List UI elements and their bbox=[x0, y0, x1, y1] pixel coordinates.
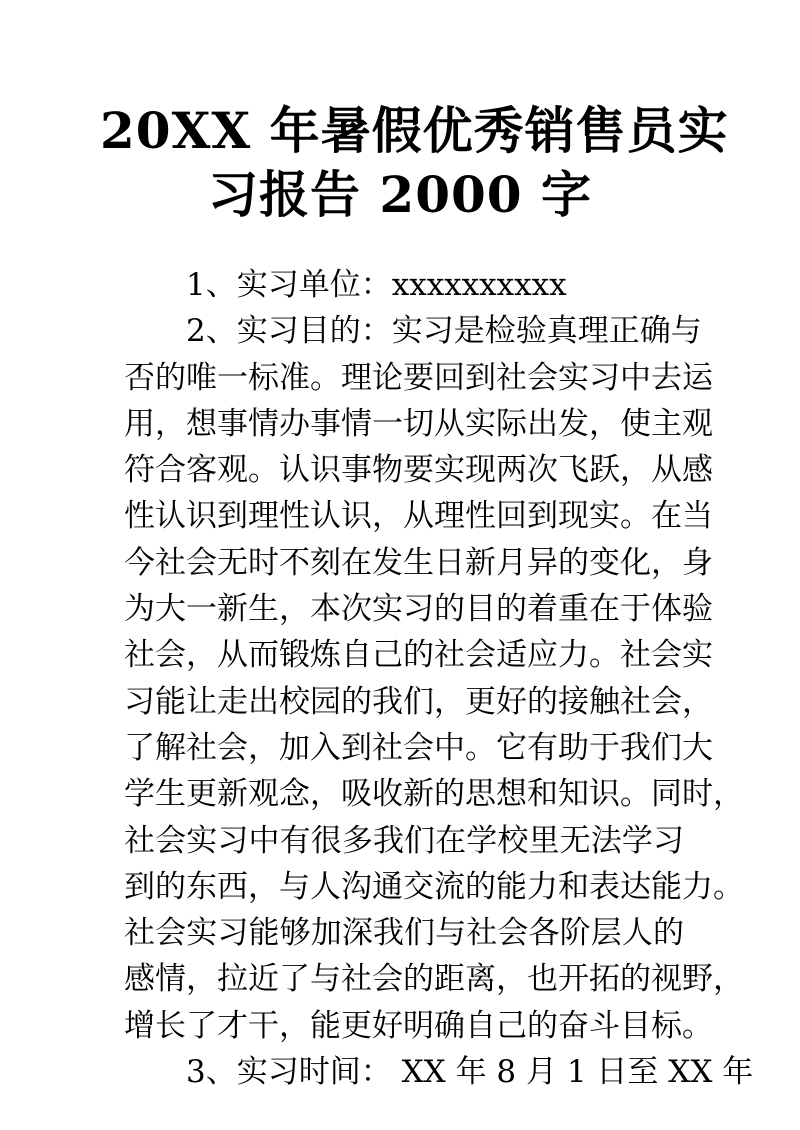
body-line-9: 社会，从而锻炼自己的社会适应力。社会实 bbox=[124, 637, 713, 674]
body-line-8: 为大一新生，本次实习的目的着重在于体验 bbox=[124, 591, 713, 628]
body-line-10: 习能让走出校园的我们，更好的接触社会， bbox=[124, 683, 713, 720]
body-line-3: 否的唯一标准。理论要回到社会实习中去运 bbox=[124, 359, 713, 396]
body-line-14: 到的东西，与人沟通交流的能力和表达能力。 bbox=[124, 868, 744, 905]
body-line-6: 性认识到理性认识，从理性回到现实。在当 bbox=[124, 498, 713, 535]
body-line-11: 了解社会，加入到社会中。它有助于我们大 bbox=[124, 729, 713, 766]
body-line-1: 1、实习单位：xxxxxxxxxx bbox=[186, 267, 567, 303]
body-line-5: 符合客观。认识事物要实现两次飞跃，从感 bbox=[124, 452, 713, 489]
body-line-16: 感情，拉近了与社会的距离，也开拓的视野， bbox=[124, 961, 744, 998]
body-line-13: 社会实习中有很多我们在学校里无法学习 bbox=[124, 822, 684, 859]
body-line-4: 用，想事情办事情一切从实际出发，使主观 bbox=[124, 405, 713, 442]
body-line-12: 学生更新观念，吸收新的思想和知识。同时， bbox=[124, 776, 744, 813]
body-line-18: 3、实习时间： XX 年 8 月 1 日至 XX 年 bbox=[186, 1054, 754, 1091]
document-body bbox=[124, 262, 754, 1095]
document-title-line-1: 20XX 年暑假优秀销售员实 bbox=[100, 101, 729, 160]
document-title-line-2: 习报告 2000 字 bbox=[208, 165, 592, 224]
body-line-2: 2、实习目的：实习是检验真理正确与 bbox=[186, 313, 702, 350]
body-line-15: 社会实习能够加深我们与社会各阶层人的 bbox=[124, 915, 684, 952]
body-line-7: 今社会无时不刻在发生日新月异的变化，身 bbox=[124, 544, 713, 581]
body-line-17: 增长了才干，能更好明确自己的奋斗目标。 bbox=[124, 1007, 713, 1044]
